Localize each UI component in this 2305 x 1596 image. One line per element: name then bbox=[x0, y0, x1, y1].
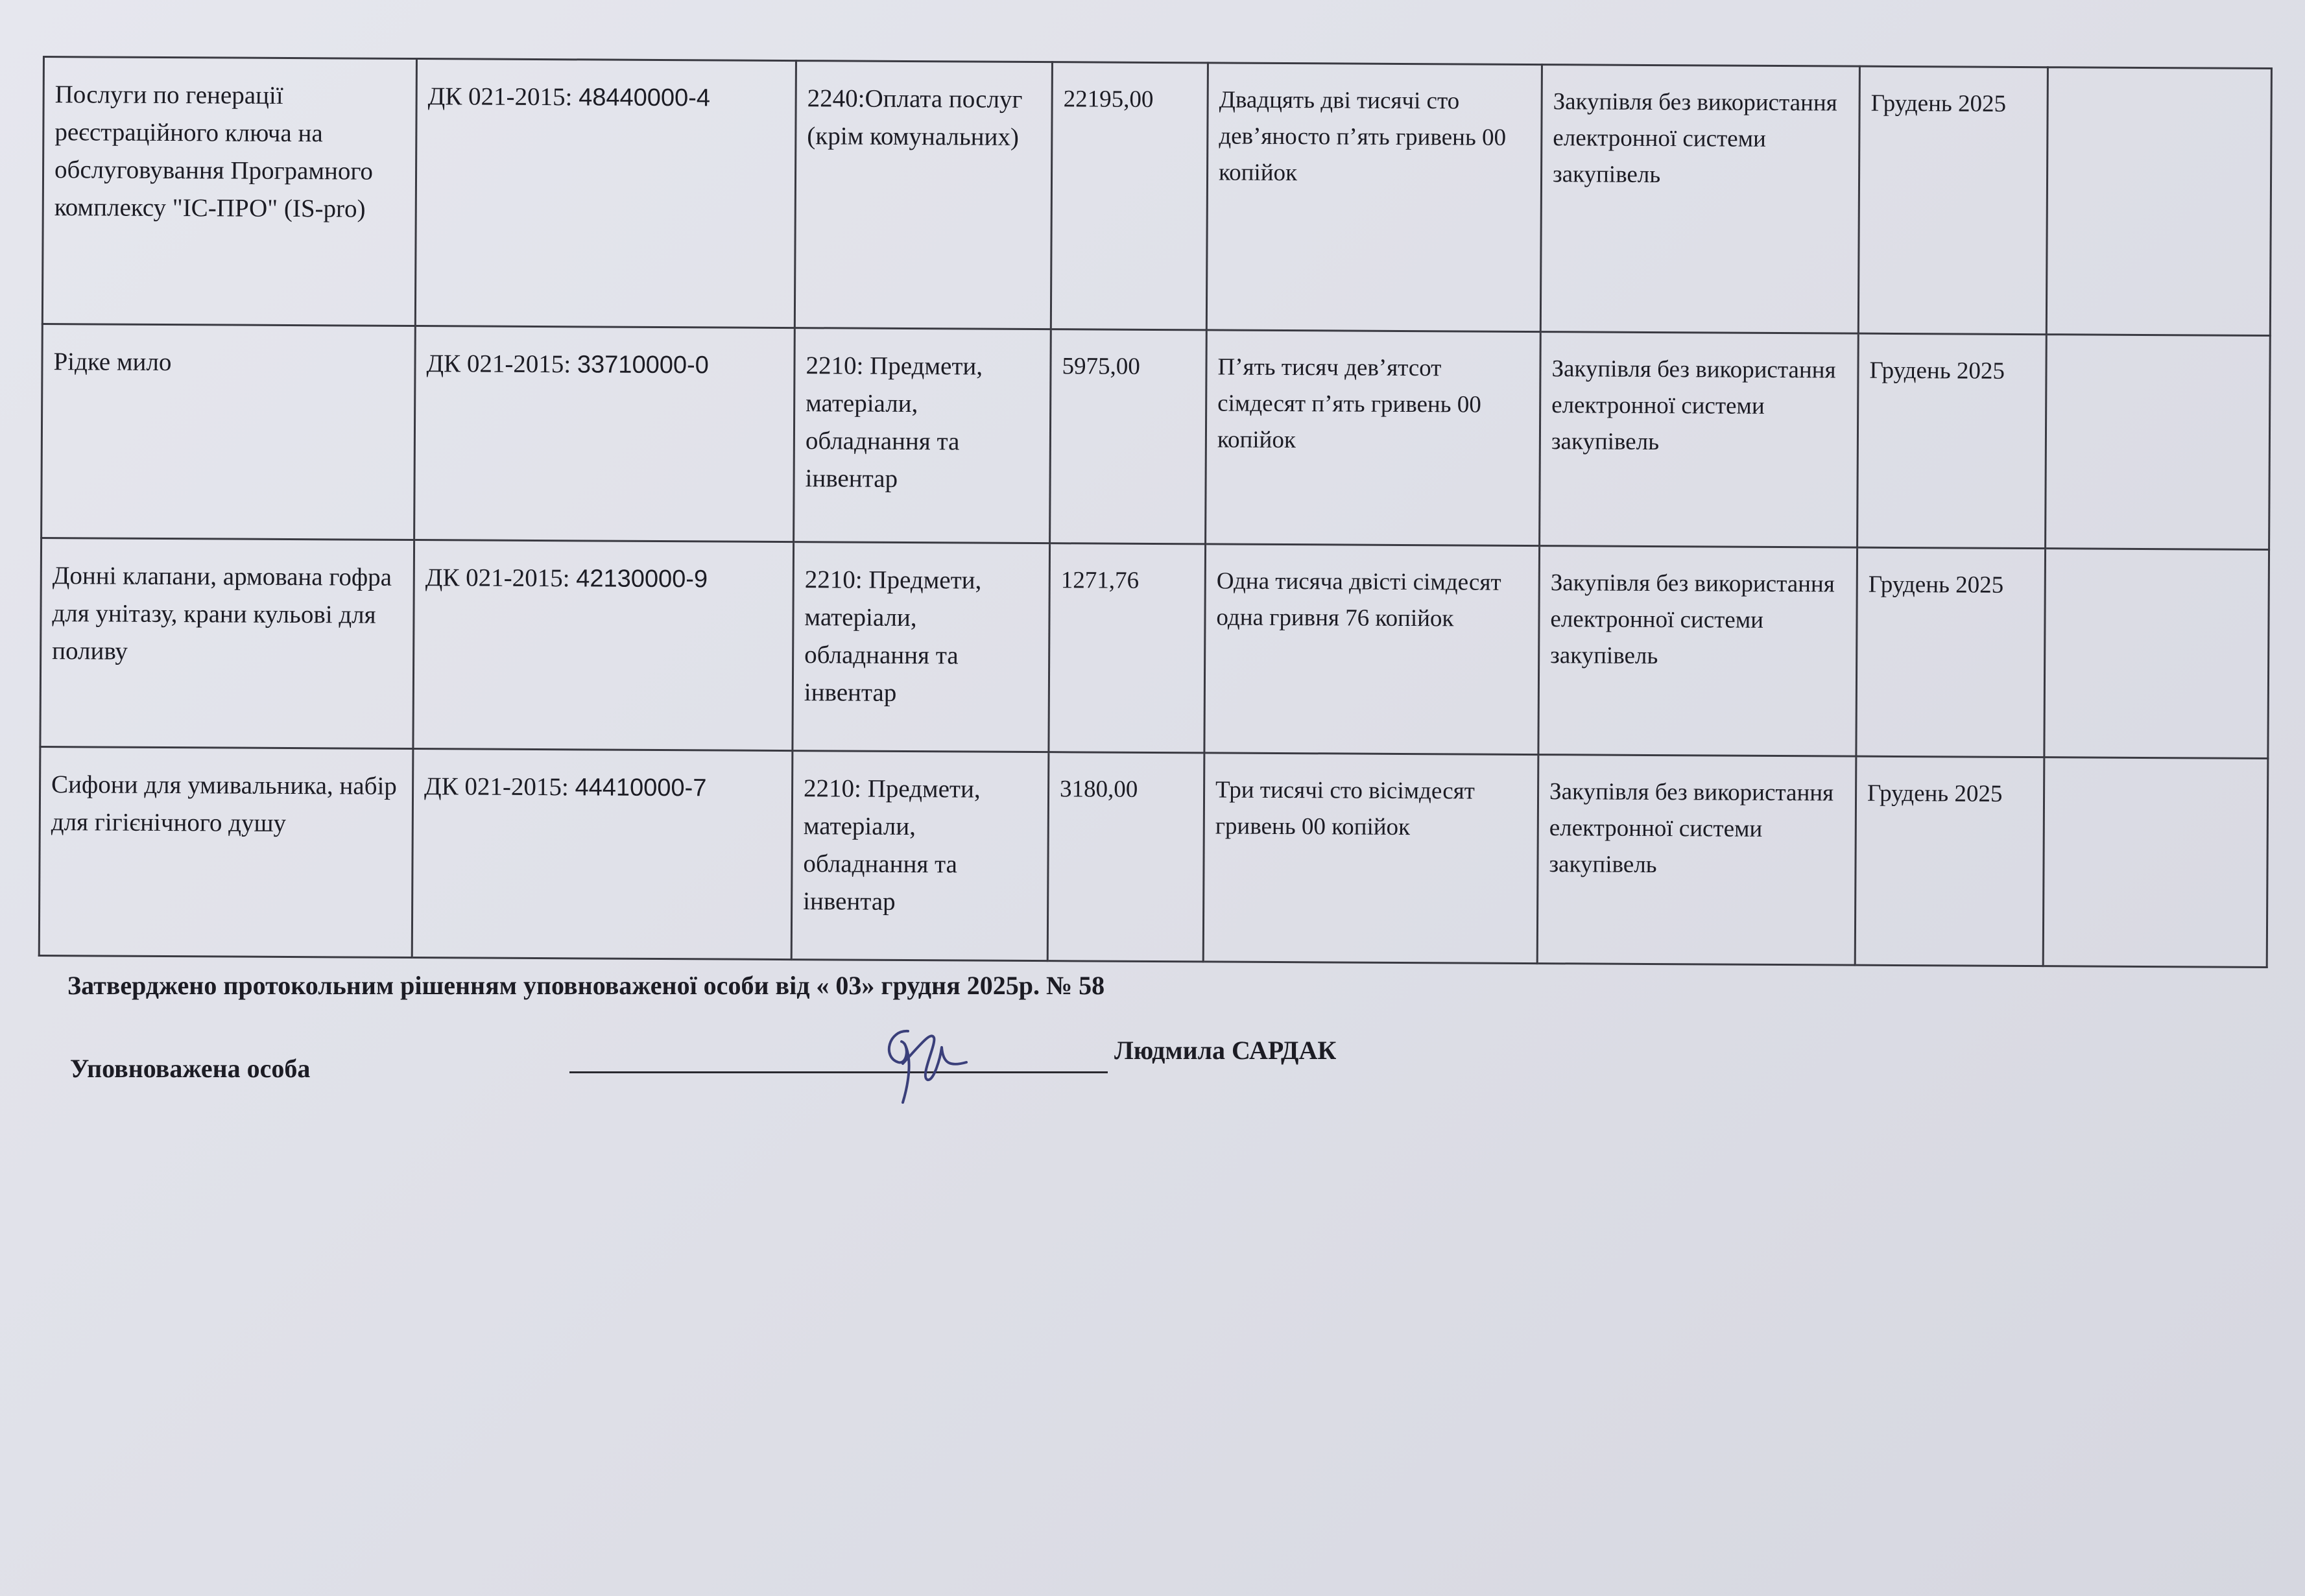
note-cell bbox=[2046, 335, 2271, 550]
procedure-cell: Закупівля без використання електронної системи закупівель bbox=[1537, 755, 1856, 966]
dk-code-value: 48440000-4 bbox=[579, 84, 711, 112]
dk-code-cell bbox=[412, 749, 793, 960]
kekv-cell: 2210: Предмети, матеріали, обладнання та інвентар bbox=[794, 328, 1051, 543]
period-cell: Грудень 2025 bbox=[1857, 333, 2047, 549]
table-row bbox=[42, 57, 2271, 336]
dk-code-value: 42130000-9 bbox=[576, 565, 708, 593]
item-name-cell: Донні клапани, армована гофра для унітазу, крани кульові для поливу bbox=[40, 538, 414, 748]
note-cell bbox=[2044, 549, 2269, 759]
note-cell bbox=[2046, 67, 2271, 336]
kekv-cell: 2210: Предмети, матеріали, обладнання та інвентар bbox=[793, 542, 1050, 752]
amount-words-cell: Одна тисяча двісті сімдесят одна гривня 76 копійок bbox=[1204, 544, 1540, 755]
dk-code-value: 44410000-7 bbox=[575, 774, 707, 802]
amount-words-cell: П’ять тисяч дев’ятсот сімдесят п’ять гривень 00 копійок bbox=[1206, 330, 1541, 546]
table-row bbox=[40, 538, 2269, 758]
amount-cell: 1271,76 bbox=[1049, 543, 1206, 753]
approval-text: Затверджено протокольним рішенням уповноваженої особи від « 03» грудня 2025р. № 58 bbox=[67, 971, 1105, 1000]
dk-code-prefix: ДК 021-2015: bbox=[426, 350, 571, 379]
table-row bbox=[39, 746, 2268, 967]
procedure-cell: Закупівля без використання електронної системи закупівель bbox=[1540, 332, 1859, 548]
dk-code-cell bbox=[414, 326, 795, 542]
note-cell bbox=[2043, 757, 2268, 968]
amount-words-cell: Двадцять дві тисячі сто дев’яносто п’ять гривень 00 копійок bbox=[1206, 63, 1542, 332]
item-name-cell: Сифони для умивальника, набір для гігієнічного душу bbox=[39, 746, 413, 957]
signature-line bbox=[569, 1071, 1108, 1073]
signatory-name: Людмила САРДАК bbox=[1114, 1036, 1337, 1065]
dk-code-prefix: ДК 021-2015: bbox=[424, 772, 569, 802]
period-cell: Грудень 2025 bbox=[1855, 756, 2044, 966]
amount-words-cell: Три тисячі сто вісімдесят гривень 00 копійок bbox=[1203, 753, 1538, 964]
period-cell: Грудень 2025 bbox=[1858, 66, 2048, 335]
amount-cell: 5975,00 bbox=[1050, 329, 1207, 544]
procurement-table bbox=[38, 56, 2273, 968]
procedure-cell: Закупівля без використання електронної системи закупівель bbox=[1540, 65, 1859, 334]
item-name-cell: Рідке мило bbox=[42, 324, 416, 540]
kekv-cell: 2240:Оплата послуг (крім комунальних) bbox=[794, 61, 1052, 329]
handwritten-signature bbox=[869, 1018, 979, 1109]
dk-code-cell bbox=[413, 540, 794, 751]
amount-cell: 3180,00 bbox=[1047, 752, 1204, 962]
table-row bbox=[42, 324, 2271, 550]
item-name-cell: Послуги по генерації реєстраційного ключа на обслуговування Програмного комплексу "ІС-ПРО" (IS-pro) bbox=[42, 57, 416, 326]
dk-code-cell bbox=[415, 59, 796, 328]
signatory-role: Уповноважена особа bbox=[70, 1054, 311, 1083]
amount-cell: 22195,00 bbox=[1051, 62, 1208, 330]
dk-code-value: 33710000-0 bbox=[577, 351, 709, 379]
procedure-cell: Закупівля без використання електронної системи закупівель bbox=[1538, 546, 1857, 757]
kekv-cell: 2210: Предмети, матеріали, обладнання та інвентар bbox=[791, 751, 1049, 961]
dk-code-prefix: ДК 021-2015: bbox=[425, 564, 570, 593]
dk-code-prefix: ДК 021-2015: bbox=[427, 82, 573, 112]
period-cell: Грудень 2025 bbox=[1856, 547, 2046, 757]
